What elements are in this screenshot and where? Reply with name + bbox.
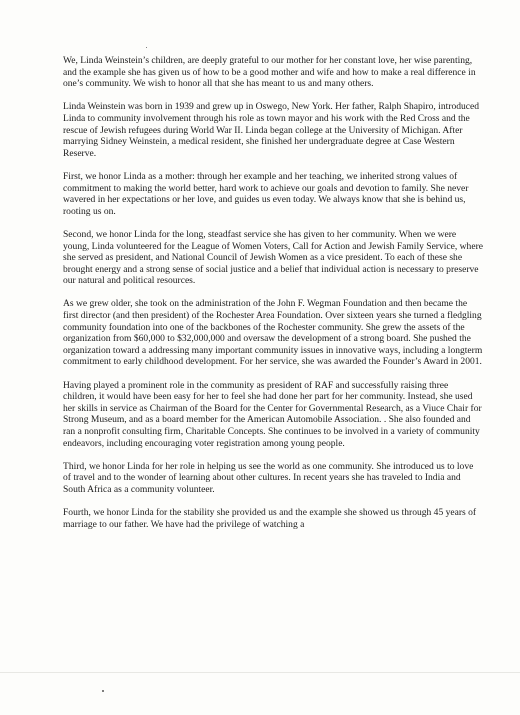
paragraph-foundation: As we grew older, she took on the administration of the John F. Wegman Foundation and then became the first director (and then president) of the Rochester Area Foundation. Over sixteen years she turned a fledgling community foundation into one of the backbones of the Rochester community. She grew the assets of the organization from $60,000 to $32,000,000 and oversaw the development of a strong board. She pushed the organization toward a addressing many important community issues in innovative ways, including a longterm commitment to early childhood development. For her service, she was awarded the Founder’s Award in 2001. — [63, 298, 483, 368]
paragraph-marriage: Fourth, we honor Linda for the stability she provided us and the example she showed us through 45 years of marriage to our father. We have had the privilege of watching a — [63, 507, 477, 530]
scan-speck — [102, 690, 104, 692]
paragraph-leadership: Having played a prominent role in the community as president of RAF and successfully raising three children, it would have been easy for her to feel she had done her part for her community. Instead, she used her skills in service as Chairman of the Board for the Center for Governmental Research, as a Viuce Chair for Strong Museum, and as a board member for the American Automobile Association. . She also founded and ran a nonprofit consulting firm, Charitable Concepts. She continues to be involved in a variety of community endeavors, including encouraging voter registration among young people. — [63, 379, 482, 449]
paragraph-mother: First, we honor Linda as a mother: through her example and her teaching, we inherited strong values of commitment to making the world better, hard work to achieve our goals and devotion to family. She never wavered in her expectations or her love, and guides us even today. We always know that she is behind us, rooting us on. — [63, 170, 469, 217]
page-fold-line — [0, 672, 520, 673]
scan-speck — [146, 47, 147, 48]
paragraph-community-service: Second, we honor Linda for the long, steadfast service she has given to her community. When we were young, Linda volunteered for the League of Women Voters, Call for Action and Jewish Family Service, where she served as president, and National Council of Jewish Women as a vice president. To each of these she brought energy and a strong sense of social justice and a belief that individual action is necessary to preserve our natural and political resources. — [63, 228, 483, 287]
paragraph-dedication: We, Linda Weinstein’s children, are deeply grateful to our mother for her constant love, her wise parenting, and the example she has given us of how to be a good mother and wife and how to make a real difference in one’s community. We wish to honor all that she has meant to us and many others. — [63, 55, 476, 90]
paragraph-world-community: Third, we honor Linda for her role in helping us see the world as one community. She introduced us to love of travel and to the wonder of learning about other cultures. In recent years she has traveled to India and South Africa as a community volunteer. — [63, 460, 474, 495]
document-body — [63, 55, 483, 542]
paragraph-biography: Linda Weinstein was born in 1939 and grew up in Oswego, New York. Her father, Ralph Shapiro, introduced Linda to community involvement through his role as town mayor and his work with the Red Cross and the rescue of Jewish refugees during World War II. Linda began college at the University of Michigan. After marrying Sidney Weinstein, a medical resident, she finished her undergraduate degree at Case Western Reserve. — [63, 101, 480, 159]
